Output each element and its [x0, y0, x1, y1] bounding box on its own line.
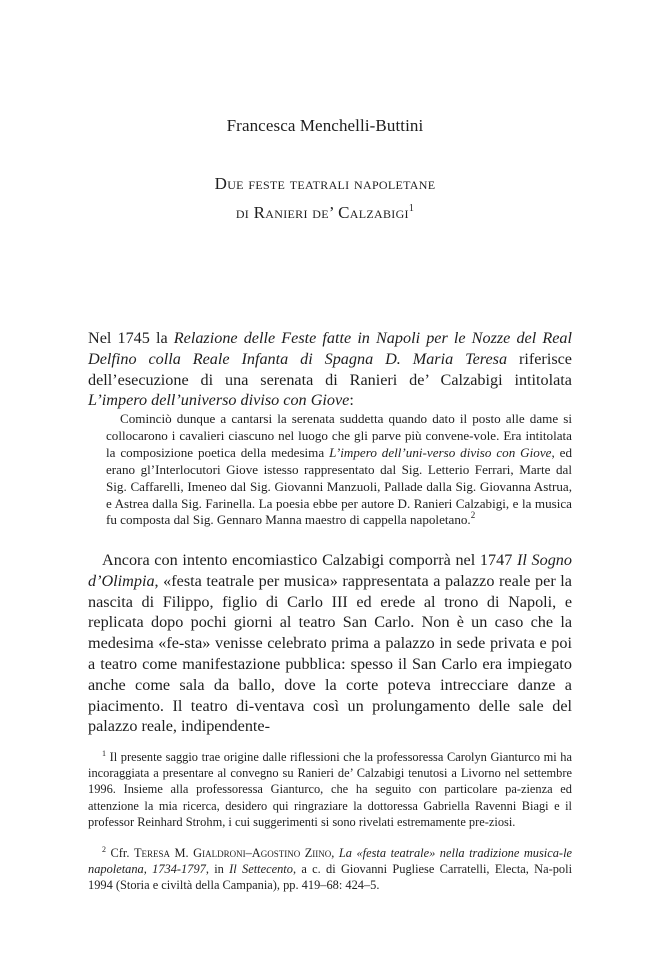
footnote-1-text: Il presente saggio trae origine dalle riflessioni che la professoressa Carolyn Gianturco mi ha incoraggiata a presentare al convegno su Ranieri de’ Calzabigi tenutosi a Livorno nel settembre 1996. Insieme alla professoressa Gianturco, che ha seguito con particolare pa-zienza ed attenzione la mia ricerca, desidero qui ringraziare la dottoressa Gabriella Ravenni Biagi e il professor Reinhard Strohm, i cui suggerimenti si sono rivelati estremamente pre-ziosi.	[88, 750, 572, 829]
relazione-title: Relazione delle Feste fatte in Napoli per le Nozze del Real Delfino colla Reale Infanta di Spagna D. Maria Teresa	[88, 329, 573, 368]
footnote-2-marker: 2	[102, 845, 106, 854]
footnote-2-article-title: La «festa teatrale» nella tradizione musica-le napoletana, 1734-1797	[88, 846, 573, 877]
footnote-2-text-e: , in	[205, 862, 230, 877]
quote-text-c: , ed erano gl’Interlocutori Giove istesso rappresentato dal Sig. Letterio Ferrari, Marte dal Sig. Caffarelli, Imeneo dal Sig. Giovanni Manzuoli, Pallade dalla Sig. Giovanna Astrua, e Astrea dalla Sig. Farinella. La poesia ebbe per autore D. Ranieri Calzabigi, e la musica fu composta dal Sig. Gennaro Manna maestro di cappella napoletano.	[106, 444, 572, 528]
footnote-2	[88, 845, 572, 894]
essay-title-line-2	[0, 203, 650, 223]
author-name: Francesca Menchelli-Buttini	[226, 116, 424, 135]
footnote-2-book-title: Il Settecento	[229, 862, 293, 877]
footnote-2-authors: Teresa M. Gialdroni–Agostino Ziino	[133, 846, 332, 860]
footnote-2-text-a: Cfr.	[110, 846, 134, 860]
title-footnote-marker[interactable]: 1	[408, 203, 415, 214]
footnote-1-marker: 1	[102, 749, 106, 758]
paragraph-2-text-c: , «festa teatrale per musica» rappresentata a palazzo reale per la nascita di Filippo, figlio di Carlo III ed erede al trono di Napoli, e replicata dopo pochi giorni al teatro San Carlo. Non è un caso che la medesima «fe-sta» venisse celebrato prima a palazzo in sede privata e poi a teatro come manifestazione pubblica: spesso il San Carlo era impiegato anche come sala da ballo, dove la corte poteva intrecciare danze a piacimento. Il teatro di-ventava così un prolungamento delle sale del palazzo reale, indipendente-	[88, 571, 572, 736]
quote-footnote-marker[interactable]: 2	[470, 510, 476, 521]
paragraph-intro-text-e: :	[349, 391, 354, 410]
paragraph-intro-text-c: riferisce dell’esecuzione di una serenata di Ranieri de’ Calzabigi intitolata	[88, 349, 572, 389]
paragraph-2-text-a: Ancora con intento encomiastico Calzabigi comporrà nel 1747	[102, 551, 517, 569]
sogno-olimpia-title: Il Sogno d’Olimpia	[88, 551, 572, 590]
paragraph-intro	[88, 328, 572, 411]
serenata-title: L’impero dell’universo diviso con Giove	[88, 391, 350, 410]
paragraph-sogno-olimpia	[88, 550, 572, 737]
footnote-2-text-c: ,	[331, 846, 339, 860]
footnote-1	[88, 749, 572, 830]
footnote-2-text-g: , a c. di Giovanni Pugliese Carratelli, Electa, Na-poli 1994 (Storia e civiltà della Campania), pp. 419–68: 424–5.	[88, 862, 573, 893]
essay-title-line-1: Due feste teatrali napoletane	[214, 174, 436, 193]
essay-title-line-2-text: di Ranieri de’ Calzabigi	[235, 203, 409, 222]
quote-serenata-title: L’impero dell’uni-verso diviso con Giove	[329, 444, 552, 460]
block-quote-text	[106, 411, 572, 529]
block-quote	[106, 411, 572, 529]
paragraph-intro-text-a: Nel 1745 la	[88, 329, 174, 347]
quote-text-a: Cominciò dunque a cantarsi la serenata suddetta quando dato il posto alle dame si collocarono i cavalieri ciascuno nel luogo che gli parve più convene-vole. Era intitolata la composizione poetica della medesima	[106, 411, 572, 460]
